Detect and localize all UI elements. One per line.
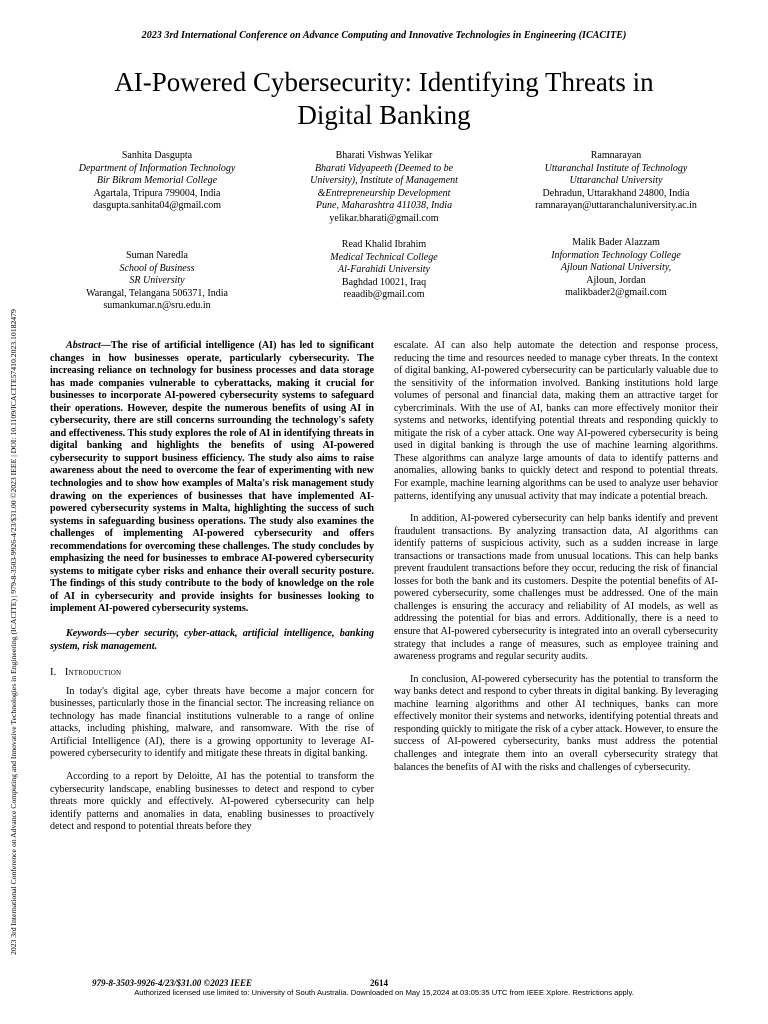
license-notice: Authorized licensed use limited to: University of South Australia. Downloaded on May 15,2024 at 03:05:35 UTC from IEEE Xplore. Restrictions apply.	[134, 988, 634, 997]
author-name: Sanhita Dasgupta	[121, 150, 193, 161]
body-paragraph: In conclusion, AI-powered cybersecurity has the potential to transform the way banks detect and respond to cyber threats in digital banking. By leveraging machine learning algorithms and other AI techniques, banks can more effectively monitor their systems and networks, identifying potential threats and responding quickly to mitigate the risk of a cyber attack. However, to ensure the success of AI-powered cybersecurity, banks must address the potential challenges and integrate them into an overall cybersecurity strategy that balances the benefits of AI with the risks and challenges of cybersecurity.	[394, 673, 718, 773]
author-affiliation: Bharati Vidyapeeth (Deemed to be	[314, 162, 454, 174]
author-name: Malik Bader Alazzam	[572, 237, 660, 248]
section-heading	[50, 667, 374, 680]
author-block	[42, 150, 272, 213]
intro-paragraph: According to a report by Deloitte, AI has the potential to transform the cybersecurity landscape, enabling businesses to detect and respond to cyber threats more quickly and effectively. AI-powered cybersecurity can help identify patterns and anomalies in data, enabling businesses to proactively detect and respond to potential threats before they	[50, 770, 374, 833]
author-location: Dehradun, Uttarakhand 24800, India	[542, 187, 690, 199]
intro-paragraph: In today's digital age, cyber threats have become a major concern for businesses, particularly those in the financial sector. The increasing reliance on technology has made financial institutions vulnerable to a range of online attacks, including phishing, malware, and ransomware. With the rise of Artificial Intelligence (AI), there is a growing opportunity to leverage AI-powered cybersecurity to identify and mitigate these threats in digital banking.	[50, 685, 374, 760]
author-name: Read Khalid Ibrahim	[341, 239, 427, 250]
left-column	[50, 340, 374, 834]
author-affiliation: &Entrepreneurship Development	[317, 187, 451, 199]
abstract-label: Abstract	[66, 340, 101, 351]
author-email[interactable]: sumankumar.n@sru.edu.in	[103, 300, 211, 312]
author-email[interactable]: reaadib@gmail.com	[343, 289, 425, 301]
footer-isbn: 979-8-3503-9926-4/23/$31.00 ©2023 IEEE	[92, 978, 252, 988]
author-affiliation: Medical Technical College	[330, 251, 438, 263]
author-location: Pune, Maharashtra 411038, India	[315, 200, 453, 212]
author-affiliation: Bir Bikram Memorial College	[96, 175, 218, 187]
conference-header: 2023 3rd International Conference on Advance Computing and Innovative Technologies in Engineering (ICACITE)	[141, 30, 627, 41]
right-column	[394, 340, 718, 774]
author-affiliation: Uttaranchal University	[569, 175, 663, 187]
title-line-2: Digital Banking	[297, 100, 471, 130]
author-name: Ramnarayan	[590, 150, 642, 161]
author-location: Ajloun, Jordan	[586, 274, 646, 286]
title-line-1: AI-Powered Cybersecurity: Identifying Threats in	[114, 67, 654, 97]
author-name: Bharati Vishwas Yelikar	[335, 150, 433, 161]
author-affiliation: Information Technology College	[551, 249, 681, 261]
author-block	[269, 239, 499, 302]
body-paragraph: In addition, AI-powered cybersecurity can help banks identify and prevent fraudulent transactions. By analyzing transaction data, AI algorithms can identify patterns of suspicious activity, such as a sudden increase in large transactions or transactions made from unusual locations. This can help banks prevent fraudulent transactions before they occur, reducing the risk of financial losses for both the bank and its customers. Despite the potential benefits of AI-powered cybersecurity, some challenges must be addressed. One of the main challenges is ensuring the accuracy and reliability of AI models, as well as addressing the potential for bias and errors. Additionally, there is a need to ensure that AI-powered cybersecurity is integrated into an overall cybersecurity strategy that includes a range of measures, such as employee training and awareness programs and regular security audits.	[394, 513, 718, 663]
author-affiliation: Al-Farahidi University	[338, 264, 430, 276]
author-affiliation: University), Institute of Management	[310, 175, 458, 187]
body-paragraph: escalate. AI can also help automate the detection and response process, reducing the time and resources needed to manage cyber threats. In the context of digital banking, AI-powered cybersecurity can be particularly valuable due to the sensitivity of the information involved. Banking institutions hold large volumes of personal and financial data, making them an attractive target for cybercriminals. With the use of AI, banks can more effectively monitor their systems and networks, identifying potential threats and responding quickly to mitigate the risk of a cyber attack. One way AI-powered cybersecurity is being used in digital banking is through the use of machine learning algorithms. These algorithms can analyze large amounts of data to identify patterns and anomalies, allowing banks to quickly detect and respond to potential threats. For example, machine learning algorithms can be used to analyze user behavior patterns, identifying any unusual activity that may indicate a potential breach.	[394, 340, 718, 502]
author-block	[501, 237, 731, 300]
author-email[interactable]: malikbader2@gmail.com	[565, 287, 667, 299]
keywords: Keywords—cyber security, cyber-attack, artificial intelligence, banking system, risk management.	[50, 628, 374, 652]
author-location: Agartala, Tripura 799004, India	[93, 187, 221, 199]
author-affiliation: SR University	[129, 275, 185, 287]
author-affiliation: Department of Information Technology	[78, 162, 236, 174]
section-number: I.	[50, 667, 57, 679]
author-email[interactable]: ramnarayan@uttaranchaluniversity.ac.in	[535, 200, 697, 212]
author-affiliation: Ajloun National University,	[560, 262, 672, 274]
author-name: Suman Naredla	[126, 250, 188, 261]
page-number: 2614	[370, 978, 388, 988]
author-block	[269, 150, 499, 226]
author-affiliation: School of Business	[119, 262, 195, 274]
author-block	[501, 150, 731, 213]
author-email[interactable]: yelikar.bharati@gmail.com	[329, 212, 439, 224]
abstract	[50, 340, 374, 616]
section-title: Introduction	[64, 667, 122, 679]
author-block	[42, 250, 272, 313]
abstract-text: —The rise of artificial intelligence (AI) has led to significant changes in how businesses operate, particularly cybersecurity. The increasing reliance on technology for business processes and data storage has made companies vulnerable to cyberattacks, making it crucial for businesses to incorporate AI-powered cybersecurity systems to safeguard their operations. However, despite the numerous benefits of using AI in cybersecurity, there are still concerns surrounding the technology's safety and effectiveness. This study explores the role of AI in identifying threats in digital banking and highlights the benefits of using AI-powered cybersecurity to support business efficiency. The study also aims to raise awareness about the need to overcome the fear of experimenting with new technologies and to show how examples of Malta's risk management study drawing on the experiences of businesses that have implemented AI-powered cybersecurity systems in Malta, highlighting the success of such systems in safeguarding business operations. The study also examines the challenges of implementing AI-powered cybersecurity and offers recommendations for overcoming these challenges. The study concludes by emphasizing the need for businesses to embrace AI-powered cybersecurity systems to mitigate cyber risks and enhance their overall security posture. The findings of this study contribute to the body of knowledge on the role of AI in cybersecurity and provide insights for businesses looking to implement AI-powered cybersecurity systems.	[50, 340, 374, 615]
side-doi-text: 2023 3rd International Conference on Advance Computing and Innovative Technologies in Engineering (ICACITE) | 979-8-3503-9926-4/23/$31.00 ©2023 IEEE | DOI: 10.1109/ICACITE57410.2023.10182479	[9, 309, 18, 955]
author-email[interactable]: dasgupta.sanhita04@gmail.com	[92, 200, 222, 212]
author-location: Warangal, Telangana 506371, India	[86, 287, 228, 299]
author-affiliation: Uttaranchal Institute of Technology	[544, 162, 688, 174]
author-location: Baghdad 10021, Iraq	[341, 276, 427, 288]
paper-title	[40, 66, 728, 132]
